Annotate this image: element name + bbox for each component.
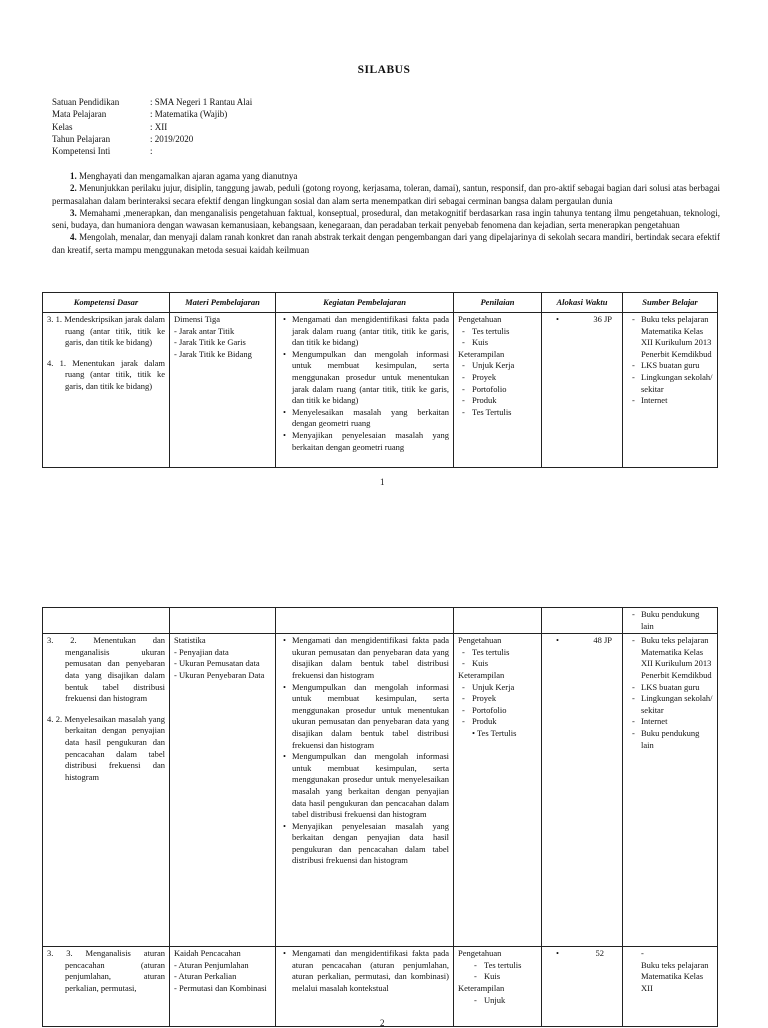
sumber-cell: - Buku teks pelajaran Matematika Kelas XII Kurikulum 2013 Penerbit Kemdikbud - LKS buatan guru - Lingkungan sekolah/ sekitar - Internet - Buku pendukung lain	[623, 634, 718, 947]
alokasi-cell: • 52	[542, 947, 623, 1027]
penilaian-cell: Pengetahuan - Tes tertulis - Kuis Keterampilan - Unjuk Kerja - Proyek - Portofolio - Produk - Tes Tertulis	[454, 313, 542, 468]
silabus-table-page1	[42, 292, 718, 468]
table-row	[43, 313, 718, 468]
kompetensi-inti-list	[52, 170, 720, 256]
kegiatan-cell: • Mengamati dan mengidentifikasi fakta pada aturan pencacahan (aturan penjumlahan, aturan perkalian, permutasi, dan kombinasi) melalui masalah kontekstual	[276, 947, 454, 1027]
header-penilaian: Penilaian	[454, 293, 542, 313]
kegiatan-cell: • Mengamati dan mengidentifikasi fakta pada jarak dalam ruang (antar titik, titik ke garis, dan titik ke bidang) • Mengumpulkan dan mengolah informasi untuk membuat kesimpulan, serta menggunakan prosedur untuk menentukan jarak dalam ruang (antar titik, titik ke garis, dan titik ke bidang) • Menyelesaikan masalah yang berkaitan dengan geometri ruang • Menyajikan penyelesaian masalah yang berkaitan dengan geometri ruang	[276, 313, 454, 468]
header-kd: Kompetensi Dasar	[43, 293, 170, 313]
info-row-subject: Mata Pelajaran : Matematika (Wajib)	[52, 109, 228, 120]
penilaian-cell: Pengetahuan - Tes tertulis - Kuis Keterampilan - Unjuk	[454, 947, 542, 1027]
sumber-cell: - Buku teks pelajaran Matematika Kelas XII	[623, 947, 718, 1027]
info-row-school: Satuan Pendidikan : SMA Negeri 1 Rantau Alai	[52, 97, 253, 107]
materi-cell: Statistika - Penyajian data - Ukuran Pemusatan data - Ukuran Penyebaran Data	[170, 634, 276, 947]
alokasi-cell: • 36 JP	[542, 313, 623, 468]
info-row-ki: Kompetensi Inti :	[52, 146, 153, 157]
header-materi: Materi Pembelajaran	[170, 293, 276, 313]
header-kegiatan: Kegiatan Pembelajaran	[276, 293, 454, 313]
sumber-cell: - Buku pendukung lain	[623, 608, 718, 634]
table-header-row	[43, 293, 718, 313]
info-row-class: Kelas : XII	[52, 121, 168, 132]
kegiatan-cell: • Mengamati dan mengidentifikasi fakta pada ukuran pemusatan dan penyebaran data yang disajikan dalam bentuk tabel distribusi frekuensi dan histogram • Mengumpulkan dan mengolah informasi untuk membuat kesimpulan, serta menggunakan prosedur untuk menentukan ukuran pemusatan dan penyebaran data yang disajikan dalam bentuk tabel distribusi frekuensi dan histogram • Mengumpulkan dan mengolah informasi untuk membuat kesimpulan, serta menggunakan prosedur untuk menyelesaikan masalah yang berkaitan dengan penyajian data hasil pengukuran dan pencacahan dalam tabel distribusi frekuensi dan histogram • Menyajikan penyelesaian masalah yang berkaitan dengan penyajian data hasil pengukuran dan pencacahan dalam tabel distribusi frekuensi dan histogram	[276, 634, 454, 947]
table-row	[43, 947, 718, 1027]
ki-item: 1. Menghayati dan mengamalkan ajaran agama yang dianutnya	[70, 171, 298, 181]
kd-cell: 3. 1. Mendeskripsikan jarak dalam ruang (antar titik, titik ke garis, dan titik ke bidang) 4. 1. Menentukan jarak dalam ruang (antar titik, titik ke garis, dan titik ke bidang)	[43, 313, 170, 468]
kd-cell: 3. 3. Menganalisis aturan pencacahan (aturan penjumlahan, aturan perkalian, permutasi,	[43, 947, 170, 1027]
ki-item: 2. Menunjukkan perilaku jujur, disiplin, tanggung jawab, peduli (gotong royong, kerjasama, toleran, damai), santun, responsif, dan pro-aktif sebagai bagian dari solusi atas berbagai permasalahan dalam berinteraksi secara efektif dengan lingkungan sosial dan alam serta menempatkan diri sebagai cerminan bangsa dalam pergaulan dunia	[52, 183, 720, 206]
info-row-year: Tahun Pelajaran : 2019/2020	[52, 133, 194, 144]
header-alokasi: Alokasi Waktu	[542, 293, 623, 313]
page-number: 2	[380, 1018, 385, 1028]
page-number: 1	[380, 477, 385, 487]
document-title: SILABUS	[357, 64, 411, 76]
kd-cell: 3. 2. Menentukan dan menganalisis ukuran pemusatan dan penyebaran data yang disajikan dalam bentuk tabel distribusi frekuensi dan histogram 4. 2. Menyelesaikan masalah yang berkaitan dengan penyajian data hasil pengukuran dan pencacahan dalam tabel distribusi frekuensi dan histogram	[43, 634, 170, 947]
school-info	[52, 96, 252, 157]
ki-item: 3. Memahami ,menerapkan, dan menganalisis pengetahuan faktual, konseptual, prosedural, dan metakognitif berdasarkan rasa ingin tahunya tentang ilmu pengetahuan, teknologi, seni, budaya, dan humaniora dengan wawasan kemanusiaan, kebangsaan, kenegaraan, dan peradaban terkait penyebab fenomena dan kejadian, serta menerapkan pengetahuan	[52, 207, 721, 231]
silabus-table-page2	[42, 607, 718, 1027]
table-row	[43, 608, 718, 634]
penilaian-cell: Pengetahuan - Tes tertulis - Kuis Keterampilan - Unjuk Kerja - Proyek - Portofolio - Produk • Tes Tertulis	[454, 634, 542, 947]
table-row	[43, 634, 718, 947]
alokasi-cell: • 48 JP	[542, 634, 623, 947]
sumber-cell: - Buku teks pelajaran Matematika Kelas XII Kurikulum 2013 Penerbit Kemdikbud - LKS buatan guru - Lingkungan sekolah/ sekitar - Internet	[623, 313, 718, 468]
header-sumber: Sumber Belajar	[623, 293, 718, 313]
materi-cell: Dimensi Tiga - Jarak antar Titik - Jarak Titik ke Garis - Jarak Titik ke Bidang	[170, 313, 276, 468]
ki-item: 4. Mengolah, menalar, dan menyaji dalam ranah konkret dan ranah abstrak terkait dengan pengembangan dari yang dipelajarinya di sekolah secara mandiri, bertindak secara efektif dan kreatif, serta mampu menggunakan metoda sesuai kaidah keilmuan	[52, 232, 721, 255]
materi-cell: Kaidah Pencacahan - Aturan Penjumlahan - Aturan Perkalian - Permutasi dan Kombinasi	[170, 947, 276, 1027]
